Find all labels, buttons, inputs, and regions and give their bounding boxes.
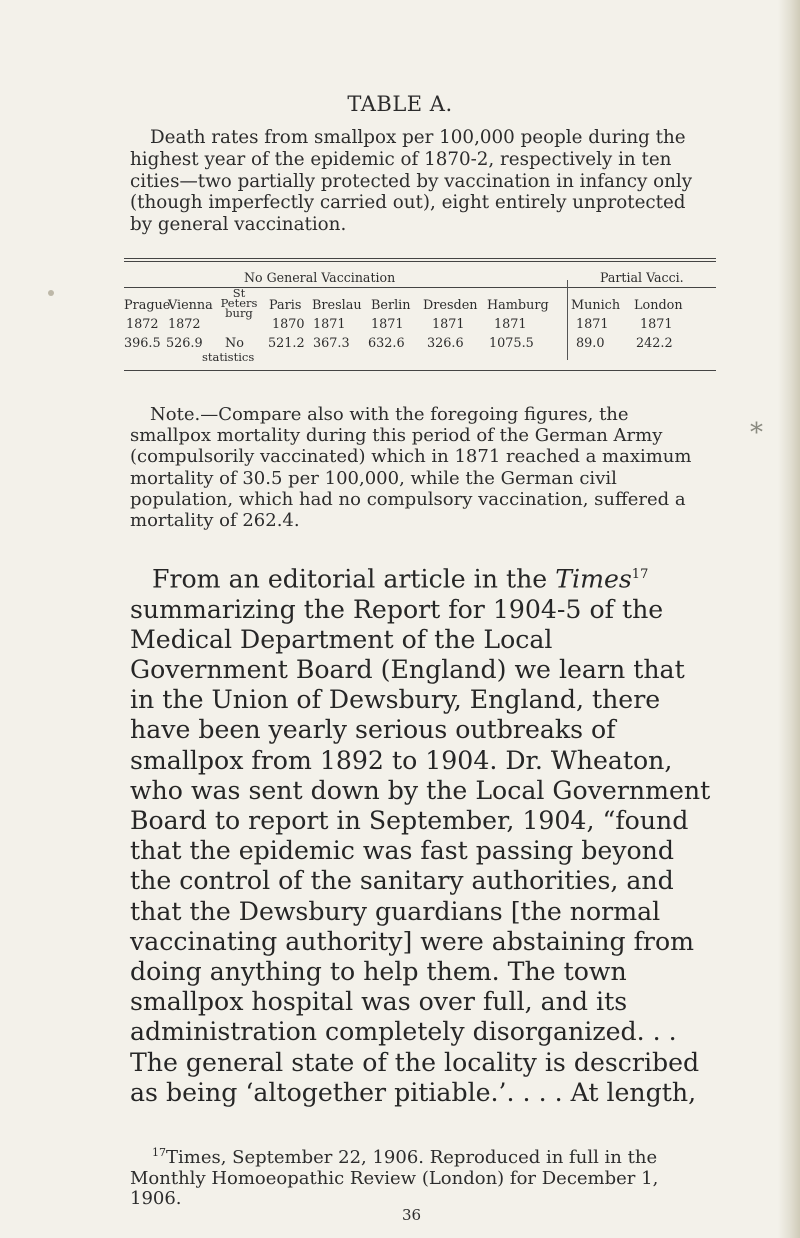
table-note: Note.—Compare also with the foregoing figures, the smallpox mortality during this period of the German Army (compulsorily vaccinated) which in 1871 reached a maximum mortality of 30.5 per 100,000, while the German civil population, which had no compulsory vaccination, suffered a mortality of 262.4. xyxy=(130,404,692,532)
city-london: London xyxy=(634,298,683,313)
rate-breslau: 367.3 xyxy=(313,336,350,351)
body-paragraph: From an editorial article in the Times$^{17}$ summarizing the Report for 1904-5 of the Medical Department of the Local Government Board (England) we learn that in the Union of Dewsbury, England, there have been yearly serious outbreaks of smallpox from 1892 to 1904. Dr. Wheaton, who was sent down by the Local Government Board to report in September, 1904, “found that the epidemic was fast passing beyond the control of the sanitary authorities, and that the Dewsbury guardians [the normal vaccinating authority] were abstaining from doing anything to help them. The town smallpox hospital was over full, and its administration completely disorganized. . . The general state of the locality is described as being ‘altogether pitiable.’. . . . At length, xyxy=(130,564,711,1107)
rate-berlin: 632.6 xyxy=(368,336,405,351)
footnote-ref: 17 xyxy=(631,567,649,582)
year-london: 1871 xyxy=(640,317,673,332)
group-header-partial-vaccination: Partial Vacci. xyxy=(600,270,684,285)
city-st-petersburg: St Peters burg xyxy=(220,286,258,320)
rate-paris: 521.2 xyxy=(268,336,305,351)
year-dresden: 1871 xyxy=(432,317,465,332)
times-title: Times xyxy=(555,564,632,594)
table-bottom-rule xyxy=(124,370,716,371)
city-hamburg: Hamburg xyxy=(487,298,549,313)
city-breslau: Breslau xyxy=(312,298,362,313)
city-berlin: Berlin xyxy=(371,298,411,313)
year-paris: 1870 xyxy=(272,317,305,332)
table-caption: Death rates from smallpox per 100,000 people during the highest year of the epidemic of 1870-2, respectively in ten cities—two partially protected by vaccination in infancy only (though imperfectly carried out), eight entirely unprotected by general vaccination. xyxy=(130,127,693,236)
city-prague: Prague xyxy=(124,298,171,313)
rate-munich: 89.0 xyxy=(576,336,605,351)
city-munich: Munich xyxy=(571,298,621,313)
rate-hamburg: 1075.5 xyxy=(489,336,534,351)
page-edge xyxy=(778,0,800,1238)
year-hamburg: 1871 xyxy=(494,317,527,332)
year-munich: 1871 xyxy=(576,317,609,332)
city-dresden: Dresden xyxy=(423,298,478,313)
rate-st-petersburg: No statistics xyxy=(202,336,255,364)
rate-dresden: 326.6 xyxy=(427,336,464,351)
group-header-no-vaccination: No General Vaccination xyxy=(244,270,396,285)
city-vienna: Vienna xyxy=(168,298,213,313)
year-prague: 1872 xyxy=(126,317,159,332)
rate-vienna: 526.9 xyxy=(166,336,203,351)
paper-speck xyxy=(48,290,54,296)
year-breslau: 1871 xyxy=(313,317,346,332)
city-paris: Paris xyxy=(269,298,302,313)
rate-london: 242.2 xyxy=(636,336,673,351)
year-berlin: 1871 xyxy=(371,317,404,332)
table-top-rule xyxy=(124,258,716,259)
group-separator xyxy=(567,280,568,360)
rate-prague: 396.5 xyxy=(124,336,161,351)
page-number: 36 xyxy=(402,1206,422,1224)
footnote: $^{17}$Times, September 22, 1906. Reproduced in full in the Monthly Homoeopathic Review (London) for December 1, 1906. xyxy=(130,1146,659,1209)
footnote-number: 17 xyxy=(152,1146,166,1159)
header-rule xyxy=(124,287,716,288)
table-title: TABLE A. xyxy=(347,92,453,116)
year-vienna: 1872 xyxy=(168,317,201,332)
margin-mark: * xyxy=(750,418,763,448)
table-top-rule-double xyxy=(124,261,716,262)
